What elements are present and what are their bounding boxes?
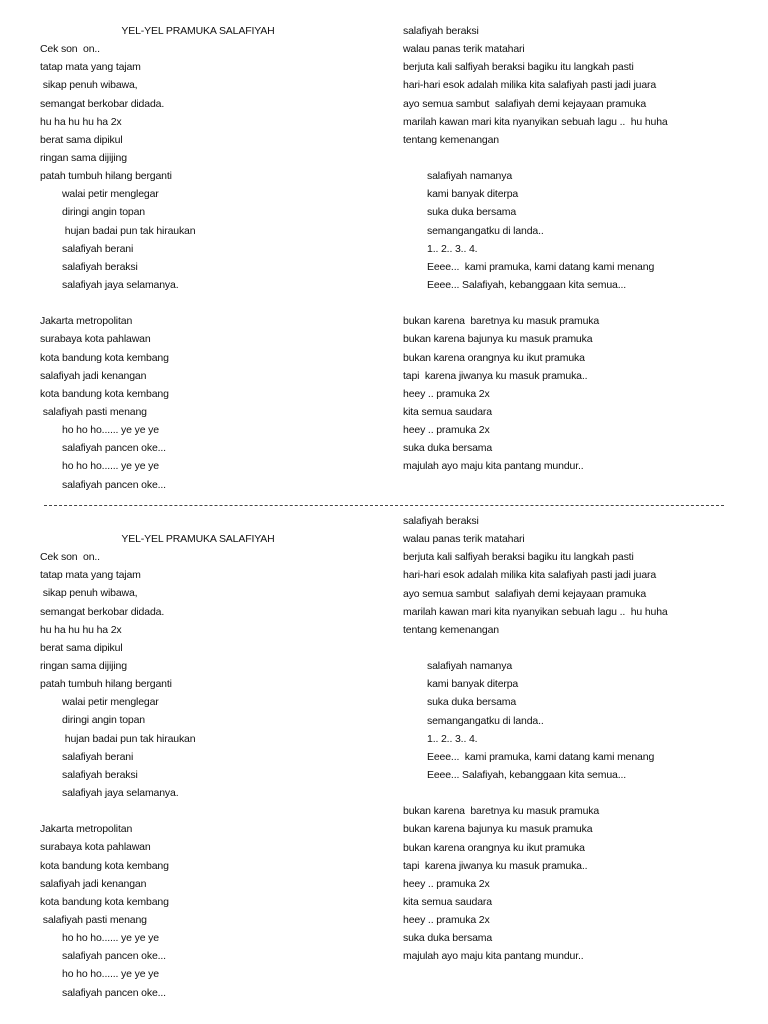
lyric-line: kita semua saudara — [403, 895, 492, 908]
lyric-line: Cek son on.. — [40, 551, 100, 564]
lyric-line: tapi karena jiwanya ku masuk pramuka.. — [403, 859, 588, 872]
blank-line — [403, 639, 668, 657]
lyric-line: kota bandung kota kembang — [40, 351, 169, 364]
lyric-line: sikap penuh wibawa, — [40, 79, 138, 92]
lyric-line: salafiyah berani — [62, 242, 134, 255]
lyric-line: tapi karena jiwanya ku masuk pramuka.. — [403, 369, 588, 382]
lyric-line: Eeee... kami pramuka, kami datang kami menang — [427, 750, 655, 763]
lyric-line: sikap penuh wibawa, — [40, 587, 138, 600]
lyric-line: walai petir menglegar — [62, 696, 159, 709]
lyric-line: marilah kawan mari kita nyanyikan sebuah lagu .. hu huha — [403, 115, 668, 128]
lyric-line: salafiyah namanya — [427, 170, 513, 183]
lyric-line: hu ha hu hu ha 2x — [40, 623, 122, 636]
lyric-line: salafiyah jaya selamanya. — [62, 786, 179, 799]
lyric-line: suka duka bersama — [427, 696, 517, 709]
lyric-line: marilah kawan mari kita nyanyikan sebuah lagu .. hu huha — [403, 605, 668, 618]
lyric-line: suka duka bersama — [403, 442, 493, 455]
lyric-line: salafiyah pancen oke... — [62, 442, 166, 455]
lyric-line: tentang kemenangan — [403, 133, 499, 146]
lyric-line: salafiyah beraksi — [62, 768, 138, 781]
lyric-line: salafiyah jaya selamanya. — [62, 278, 179, 291]
lyric-line: bukan karena baretnya ku masuk pramuka — [403, 805, 600, 818]
lyric-line: ringan sama dijijing — [40, 659, 127, 672]
lyric-line: salafiyah beraksi — [62, 260, 138, 273]
blank-line — [403, 149, 668, 167]
lyric-line: hu ha hu hu ha 2x — [40, 115, 122, 128]
lyric-line: berjuta kali salfiyah beraksi bagiku itu langkah pasti — [403, 551, 634, 564]
lyric-line: salafiyah pancen oke... — [62, 478, 166, 491]
song-title: YEL-YEL PRAMUKA SALAFIYAH — [121, 25, 275, 37]
lyric-line: patah tumbuh hilang berganti — [40, 170, 172, 183]
right-column — [403, 22, 668, 476]
lyric-line: semangangatku di landa.. — [427, 224, 544, 237]
lyric-line: berat sama dipikul — [40, 641, 123, 654]
lyric-line: Eeee... kami pramuka, kami datang kami menang — [427, 260, 655, 273]
lyric-line: salafiyah pancen oke... — [62, 950, 166, 963]
lyric-line: bukan karena bajunya ku masuk pramuka — [403, 823, 593, 836]
blank-line — [40, 294, 356, 312]
lyric-line: salafiyah pancen oke... — [62, 986, 166, 999]
lyric-line: salafiyah pasti menang — [40, 405, 147, 418]
lyric-line: Jakarta metropolitan — [40, 315, 133, 328]
lyric-line: surabaya kota pahlawan — [40, 841, 151, 854]
lyric-line: salafiyah jadi kenangan — [40, 877, 147, 890]
lyric-line: patah tumbuh hilang berganti — [40, 678, 172, 691]
lyric-line: kami banyak diterpa — [427, 188, 519, 201]
lyric-line: 1.. 2.. 3.. 4. — [427, 732, 478, 745]
lyric-line: ho ho ho...... ye ye ye — [62, 424, 159, 437]
lyric-line: heey .. pramuka 2x — [403, 387, 490, 400]
lyric-line: bukan karena baretnya ku masuk pramuka — [403, 315, 600, 328]
lyric-line: walau panas terik matahari — [403, 43, 525, 56]
blank-line — [40, 802, 356, 820]
lyric-line: salafiyah beraksi — [403, 515, 479, 527]
left-column — [40, 530, 356, 1002]
lyric-line: hujan badai pun tak hiraukan — [62, 224, 196, 237]
lyric-line: walai petir menglegar — [62, 188, 159, 201]
left-column — [40, 22, 356, 494]
lyric-line: majulah ayo maju kita pantang mundur.. — [403, 460, 584, 473]
lyric-line: kota bandung kota kembang — [40, 859, 169, 872]
lyric-line: salafiyah pasti menang — [40, 913, 147, 926]
lyric-line: berjuta kali salfiyah beraksi bagiku itu langkah pasti — [403, 61, 634, 74]
lyric-line: tatap mata yang tajam — [40, 61, 141, 74]
lyric-line: ayo semua sambut salafiyah demi kejayaan pramuka — [403, 587, 647, 600]
lyric-line: tatap mata yang tajam — [40, 569, 141, 582]
lyric-line: bukan karena orangnya ku ikut pramuka — [403, 351, 585, 364]
right-column — [403, 512, 668, 966]
lyric-line: heey .. pramuka 2x — [403, 877, 490, 890]
lyric-line: heey .. pramuka 2x — [403, 424, 490, 437]
lyric-line: kita semua saudara — [403, 405, 492, 418]
lyric-line: walau panas terik matahari — [403, 533, 525, 546]
lyric-line: salafiyah namanya — [427, 660, 513, 673]
lyric-line: hujan badai pun tak hiraukan — [62, 732, 196, 745]
lyric-line: Cek son on.. — [40, 43, 100, 56]
lyric-line: heey .. pramuka 2x — [403, 914, 490, 927]
lyric-line: kota bandung kota kembang — [40, 895, 169, 908]
lyric-line: salafiyah beraksi — [403, 25, 479, 37]
lyric-line: kami banyak diterpa — [427, 678, 519, 691]
blank-line — [403, 784, 668, 802]
lyric-line: ho ho ho...... ye ye ye — [62, 932, 159, 945]
lyric-line: ho ho ho...... ye ye ye — [62, 968, 159, 981]
lyric-line: ringan sama dijijing — [40, 151, 127, 164]
lyric-line: bukan karena bajunya ku masuk pramuka — [403, 333, 593, 346]
lyric-line: majulah ayo maju kita pantang mundur.. — [403, 950, 584, 963]
lyric-line: hari-hari esok adalah milika kita salafiyah pasti jadi juara — [403, 79, 657, 92]
lyric-line: bukan karena orangnya ku ikut pramuka — [403, 841, 585, 854]
lyric-line: diringi angin topan — [62, 206, 145, 219]
song-title: YEL-YEL PRAMUKA SALAFIYAH — [121, 533, 275, 545]
lyric-line: suka duka bersama — [403, 932, 493, 945]
lyric-line: salafiyah jadi kenangan — [40, 369, 147, 382]
lyric-line: suka duka bersama — [427, 206, 517, 219]
lyric-line: hari-hari esok adalah milika kita salafiyah pasti jadi juara — [403, 569, 657, 582]
lyric-line: Eeee... Salafiyah, kebanggaan kita semua... — [427, 768, 627, 781]
lyric-line: surabaya kota pahlawan — [40, 333, 151, 346]
lyric-line: 1.. 2.. 3.. 4. — [427, 242, 478, 255]
lyric-line: Eeee... Salafiyah, kebanggaan kita semua... — [427, 278, 627, 291]
lyric-line: ayo semua sambut salafiyah demi kejayaan pramuka — [403, 97, 647, 110]
lyric-line: Jakarta metropolitan — [40, 823, 133, 836]
lyric-line: tentang kemenangan — [403, 623, 499, 636]
lyric-line: semangat berkobar didada. — [40, 605, 165, 618]
lyric-line: kota bandung kota kembang — [40, 387, 169, 400]
lyric-line: salafiyah berani — [62, 750, 134, 763]
lyric-line: semangangatku di landa.. — [427, 714, 544, 727]
dashed-cut-line — [44, 505, 724, 506]
lyric-line: semangat berkobar didada. — [40, 97, 165, 110]
lyric-line: ho ho ho...... ye ye ye — [62, 460, 159, 473]
blank-line — [403, 294, 668, 312]
lyric-line: berat sama dipikul — [40, 133, 123, 146]
lyric-line: diringi angin topan — [62, 714, 145, 727]
